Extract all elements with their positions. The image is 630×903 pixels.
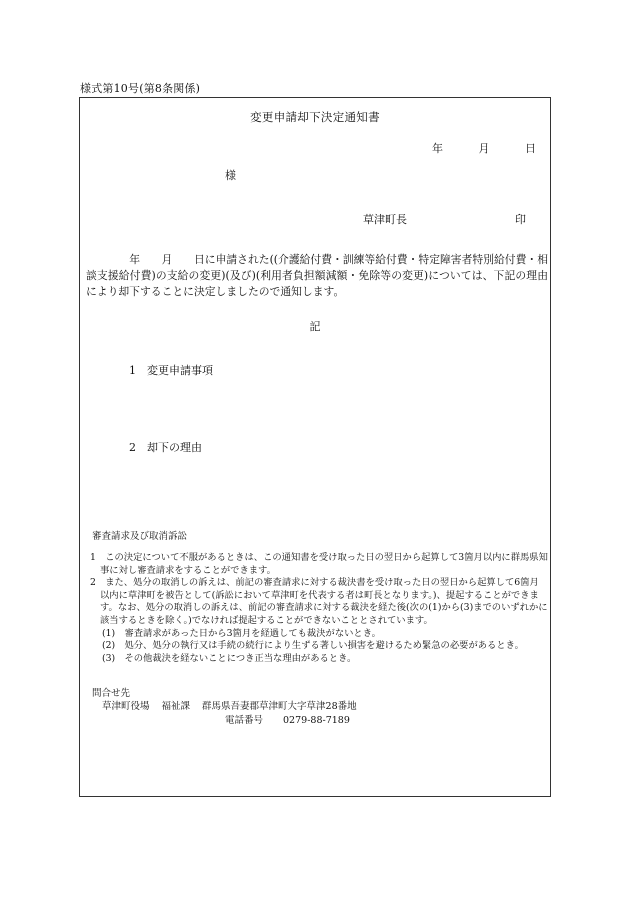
- phone-number: 0279-88-7189: [283, 715, 350, 726]
- appeal-paragraph-2: 2 また、処分の取消しの訴えは、前記の審査請求に対する裁決書を受け取った日の翌日から起算して6箇月以内に草津町を被告として(訴訟において草津町を代表する者は町長となります。)、提起することができます。なお、処分の取消しの訴えは、前記の審査請求に対する裁決を経た後(次の(1)から(3)までのいずれかに該当するときを除く。)でなければ提起することができないこととされています。: [90, 577, 548, 626]
- appeal-sub-item-1: (1) 審査請求があった日から3箇月を経過しても裁決がないとき。: [102, 627, 381, 639]
- appeal-section: [90, 552, 548, 665]
- appeal-sub-item-2: (2) 処分、処分の執行又は手続の続行により生ずる著しい損害を避けるため緊急の必要があるとき。: [102, 640, 524, 652]
- contact-address: 群馬県吾妻郡草津町大字草津28番地: [202, 701, 357, 712]
- contact-department: 福祉課: [161, 701, 191, 712]
- notice-body: [86, 252, 548, 300]
- item-number: 2: [129, 441, 136, 454]
- appeal-heading: 審査請求及び取消訴訟: [92, 531, 188, 542]
- appeal-sub-item-3: (3) その他裁決を経ないことにつき正当な理由があるとき。: [102, 652, 357, 664]
- ki-heading: 記: [309, 320, 321, 333]
- item-change-request: [129, 362, 213, 378]
- contact-office-line: [102, 698, 369, 712]
- form-number: 様式第10号(第8条関係): [80, 82, 201, 95]
- item-rejection-reason: [129, 439, 202, 455]
- date-month: 月: [478, 142, 490, 155]
- document-frame: [79, 97, 551, 797]
- item-number: 1: [129, 364, 136, 377]
- body-text: ((介護給付費・訓練等給付費・特定障害者特別給付費・相談支援給付費)の支給の変更)(及び)(利用者負担額減額・免除等の変更)については、下記の理由により却下することに決定しましたので通知します。: [86, 253, 548, 298]
- document-title: 変更申請却下決定通知書: [250, 110, 380, 124]
- contact-heading: 問合せ先: [92, 688, 131, 699]
- appeal-paragraph-1: 1 この決定について不服があるときは、この通知書を受け取った日の翌日から起算して3箇月以内に群馬県知事に対し審査請求をすることができます。: [90, 552, 548, 576]
- date-year: 年: [432, 142, 443, 155]
- seal-mark: 印: [515, 213, 526, 226]
- item-label: 却下の理由: [147, 441, 202, 454]
- item-label: 変更申請事項: [147, 364, 213, 377]
- body-date-prefix: 年 月 日に申請された: [86, 253, 270, 266]
- addressee: 様: [225, 169, 236, 182]
- contact-office: 草津町役場: [102, 701, 150, 712]
- date-line: [414, 140, 536, 156]
- contact-phone-line: [225, 712, 370, 726]
- date-day: 日: [525, 142, 536, 155]
- phone-label: 電話番号: [225, 715, 264, 726]
- sender-name: 草津町長: [363, 213, 407, 226]
